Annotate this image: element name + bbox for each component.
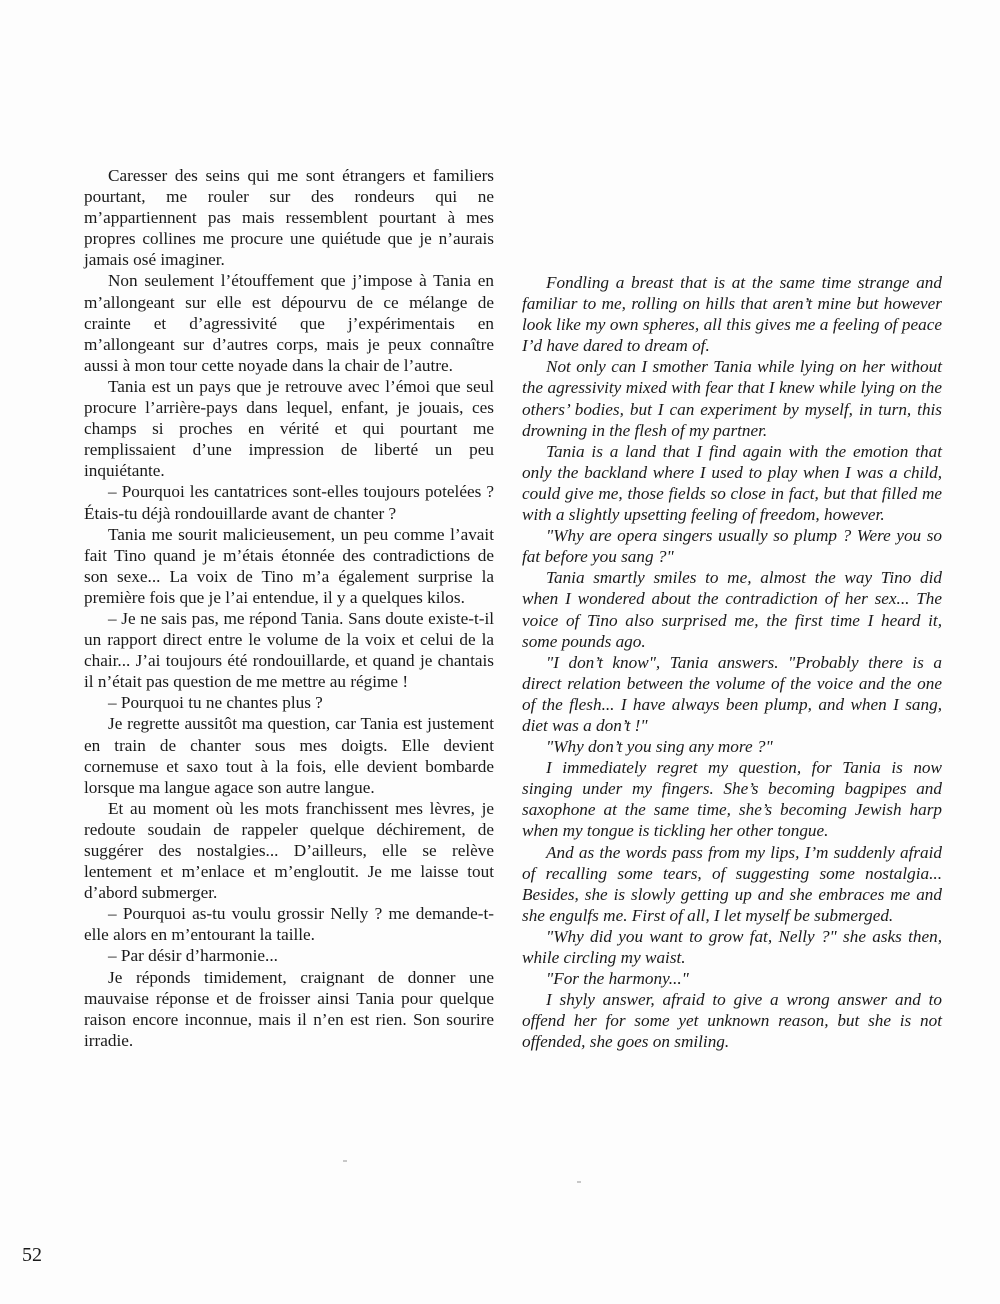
paper-speck xyxy=(577,1181,581,1183)
english-paragraph: I shyly answer, afraid to give a wrong answer and to offend her for some yet unknown reason, but she is not offended, she goes on smiling. xyxy=(522,990,942,1052)
french-paragraph: Tania est un pays que je retrouve avec l’émoi que seul procure l’arrière-pays dans lequel, enfant, je jouais, ces champs si proches en vérité et qui pourtant me remplissaient d’une impression de liberté un peu inquiétante. xyxy=(84,376,494,481)
english-paragraph: Not only can I smother Tania while lying on her without the agressivity mixed with fear that I knew while lying on the others’ bodies, but I can experiment by myself, in turn, this drowning in the flesh of my partner. xyxy=(522,357,942,440)
english-paragraph: "I don’t know", Tania answers. "Probably there is a direct relation between the volume of the voice and the one of the flesh... I have always been plump, and when I sang, diet was a don’t !" xyxy=(522,652,942,735)
paper-speck xyxy=(343,1160,347,1162)
english-paragraph: "Why did you want to grow fat, Nelly ?" she asks then, while circling my waist. xyxy=(522,926,942,967)
english-paragraph: Tania is a land that I find again with the emotion that only the backland where I used to play when I was a child, could give me, those fields so close in fact, but that filled me with a slightly upsetting feeling of freedom, however. xyxy=(522,441,942,525)
english-paragraph: "For the harmony..." xyxy=(546,969,689,989)
english-paragraph: "Why are opera singers usually so plump ? Were you so fat before you sang ?" xyxy=(522,526,942,567)
french-paragraph: Je regrette aussitôt ma question, car Tania est justement en train de chanter sous mes doigts. Elle devient cornemuse et saxo tout à la fois, elle devient bombarde lorsque ma langue agace son autre langue. xyxy=(84,714,494,797)
french-paragraph: Je réponds timidement, craignant de donner une mauvaise réponse et de froisser ainsi Tania pour quelque raison encore inconnue, mais il n’en est rien. Son sourire irradie. xyxy=(84,967,494,1050)
english-paragraph: Fondling a breast that is at the same time strange and familiar to me, rolling on hills that aren’t mine but however look like my own spheres, all this gives me a feeling of peace I’d have dared to dream of. xyxy=(522,273,942,356)
english-paragraph: "Why don’t you sing any more ?" xyxy=(546,737,773,757)
french-paragraph: – Par désir d’harmonie... xyxy=(108,946,278,966)
english-paragraph: I immediately regret my question, for Tania is now singing under my fingers. She’s becoming bagpipes and saxophone at the same time, she’s becoming Jewish harp when my tongue is tickling her other tongue. xyxy=(522,758,942,841)
french-paragraph: – Pourquoi les cantatrices sont-elles toujours potelées ? Étais-tu déjà rondouillarde avant de chanter ? xyxy=(84,482,494,523)
english-text-column xyxy=(522,272,942,1052)
french-paragraph: – Pourquoi tu ne chantes plus ? xyxy=(108,693,323,713)
french-text-column xyxy=(84,165,494,1051)
english-paragraph: And as the words pass from my lips, I’m suddenly afraid of recalling some tears, of suggesting some nostalgia... Besides, she is slowly getting up and she embraces me and she engulfs me. First of all, I let myself be submerged. xyxy=(522,842,942,925)
french-paragraph: Caresser des seins qui me sont étrangers et familiers pourtant, me rouler sur des rondeurs qui ne m’appartiennent pas mais ressemblent pourtant à mes propres collines me procure une quiétude que je n’aurais jamais osé imaginer. xyxy=(84,166,494,270)
french-paragraph: Et au moment où les mots franchissent mes lèvres, je redoute soudain de rappeler quelque déchirement, de suggérer des nostalgies... D’ailleurs, elle se relève lentement et m’enlace et m’engloutit. Je me laisse tout d’abord submerger. xyxy=(84,798,494,903)
french-paragraph: Non seulement l’étouffement que j’impose à Tania en m’allongeant sur elle est dépourvu de ce mélange de crainte et d’agressivité que j’expérimentais en m’allongeant sur d’autres corps, mais je peux connaître aussi à mon tour cette noyade dans la chair de l’autre. xyxy=(84,271,494,375)
page-number: 52 xyxy=(22,1244,42,1266)
french-paragraph: – Pourquoi as-tu voulu grossir Nelly ? me demande-t-elle alors en m’entourant la taille. xyxy=(84,904,494,945)
english-paragraph: Tania smartly smiles to me, almost the way Tino did when I wondered about the contradiction of her sex... The voice of Tino also surprised me, the first time I heard it, some pounds ago. xyxy=(522,568,942,651)
french-paragraph: – Je ne sais pas, me répond Tania. Sans doute existe-t-il un rapport direct entre le volume de la voix et celui de la chair... J’ai toujours été rondouillarde, et quand je chantais il n’était pas question de me mettre au régime ! xyxy=(84,608,494,692)
french-paragraph: Tania me sourit malicieusement, un peu comme l’avait fait Tino quand je m’étais étonnée des contradictions de son sexe... La voix de Tino m’a également surprise la première fois que je l’ai entendue, il y a quelques kilos. xyxy=(84,524,494,607)
